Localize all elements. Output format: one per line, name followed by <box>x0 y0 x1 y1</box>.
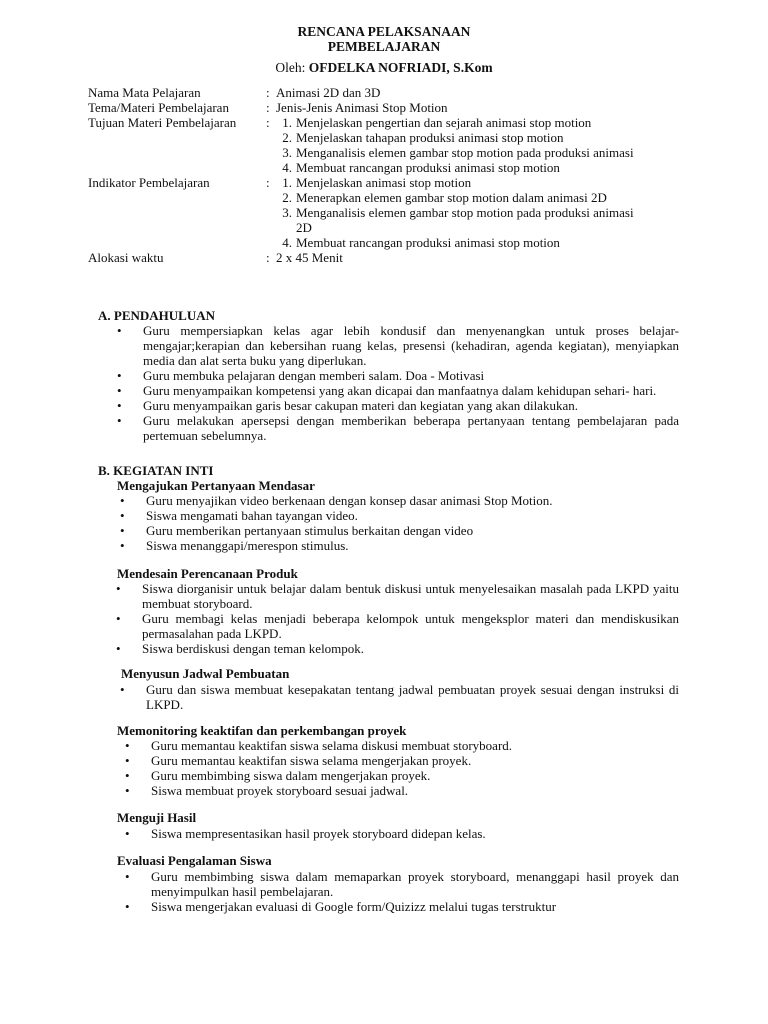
subsection-title: Menguji Hasil <box>117 810 197 825</box>
list-item: • Siswa mengerjakan evaluasi di Google form/Quizizz melalui tugas terstruktur <box>151 899 679 914</box>
list-item: • Siswa mengamati bahan tayangan video. <box>146 508 679 523</box>
goal-item: 4. Membuat rancangan produksi animasi stop motion <box>282 160 560 175</box>
doc-title-line1: RENCANA PELAKSANAAN <box>297 24 471 39</box>
goal-item: 3. Menganalisis elemen gambar stop motion pada produksi animasi <box>282 145 634 160</box>
list-item: • Siswa mempresentasikan hasil proyek storyboard didepan kelas. <box>151 826 679 841</box>
indicators-list <box>276 175 688 250</box>
indicators-label: Indikator Pembelajaran <box>88 175 210 190</box>
list-item: • Guru membimbing siswa dalam memaparkan proyek storyboard, menanggapi hasil proyek dan menyimpulkan hasil pembelajaran. <box>151 869 679 899</box>
list-item: • Siswa membuat proyek storyboard sesuai jadwal. <box>151 783 679 798</box>
section-a-heading: A. PENDAHULUAN <box>98 308 215 323</box>
subsection-list <box>142 581 679 656</box>
subsection-title: Memonitoring keaktifan dan perkembangan proyek <box>117 723 407 738</box>
section-b-heading: B. KEGIATAN INTI <box>98 463 214 478</box>
time-value: 2 x 45 Menit <box>276 250 343 265</box>
list-item: • Guru melakukan apersepsi dengan memberikan beberapa pertanyaan tentang pembelajaran pada pertemuan sebelumnya. <box>143 413 679 443</box>
time-row: Alokasi waktu : 2 x 45 Menit <box>88 250 688 265</box>
subsection-list <box>151 738 679 798</box>
indicator-item: 3. Menganalisis elemen gambar stop motion pada produksi animasi 2D <box>282 205 634 235</box>
list-item: • Guru memantau keaktifan siswa selama mengerjakan proyek. <box>151 753 679 768</box>
list-item: • Guru memberikan pertanyaan stimulus berkaitan dengan video <box>146 523 679 538</box>
time-label: Alokasi waktu <box>88 250 164 265</box>
subsection-title: Mendesain Perencanaan Produk <box>117 566 298 581</box>
subsection-title: Mengajukan Pertanyaan Mendasar <box>117 478 315 493</box>
list-item: • Siswa berdiskusi dengan teman kelompok. <box>142 641 679 656</box>
list-item: • Guru menyajikan video berkenaan dengan konsep dasar animasi Stop Motion. <box>146 493 679 508</box>
list-item: • Guru dan siswa membuat kesepakatan tentang jadwal pembuatan proyek sesuai dengan instruksi di LKPD. <box>146 682 679 712</box>
author-name: OFDELKA NOFRIADI, S.Kom <box>308 60 493 75</box>
subsection-title: Menyusun Jadwal Pembuatan <box>121 666 290 681</box>
lesson-info <box>88 85 688 265</box>
indicator-item: 1. Menjelaskan animasi stop motion <box>282 175 472 190</box>
goals-list <box>276 115 688 175</box>
list-item: • Siswa diorganisir untuk belajar dalam bentuk diskusi untuk menyelesaikan masalah pada LKPD yaitu membuat storyboard. <box>142 581 679 611</box>
list-item: • Guru menyampaikan garis besar cakupan materi dan kegiatan yang akan dilakukan. <box>143 398 679 413</box>
subsection-list <box>146 493 679 553</box>
indicator-item: 2. Menerapkan elemen gambar stop motion dalam animasi 2D <box>282 190 607 205</box>
list-item: • Guru mempersiapkan kelas agar lebih kondusif dan menyenangkan untuk proses belajar-mengajar;kerapian dan kebersihan ruang kelas, presensi (kehadiran, agenda kegiatan), menyiapkan media dan alat serta buku yang diperlukan. <box>143 323 679 368</box>
subsection-list <box>151 869 679 914</box>
topic-row: Tema/Materi Pembelajaran : Jenis-Jenis Animasi Stop Motion <box>88 100 688 115</box>
goal-item: 2. Menjelaskan tahapan produksi animasi stop motion <box>282 130 564 145</box>
topic-label: Tema/Materi Pembelajaran <box>88 100 229 115</box>
goal-item: 1. Menjelaskan pengertian dan sejarah animasi stop motion <box>282 115 592 130</box>
goals-row: Tujuan Materi Pembelajaran : 1. Menjelaskan pengertian dan sejarah animasi stop motion 2. Menjelaskan tahapan produksi animasi stop motion 3. Menganalisis elemen gambar stop motion pada produksi animasi 4. Membuat rancangan produksi animasi stop motion <box>88 115 688 175</box>
subsection-list <box>146 682 679 712</box>
subsection-list <box>151 826 679 841</box>
list-item: • Guru membimbing siswa dalam mengerjakan proyek. <box>151 768 679 783</box>
subsection-title: Evaluasi Pengalaman Siswa <box>117 853 272 868</box>
byline <box>0 60 768 75</box>
section-a-list <box>143 323 679 443</box>
doc-title-line2: PEMBELAJARAN <box>327 39 441 54</box>
list-item: • Siswa menanggapi/merespon stimulus. <box>146 538 679 553</box>
goals-label: Tujuan Materi Pembelajaran <box>88 115 237 130</box>
indicators-row: Indikator Pembelajaran : 1. Menjelaskan animasi stop motion 2. Menerapkan elemen gambar stop motion dalam animasi 2D 3. Menganalisis elemen gambar stop motion pada produksi animasi 2D 4. Membuat rancangan produksi animasi stop motion <box>88 175 688 250</box>
indicator-item: 4. Membuat rancangan produksi animasi stop motion <box>282 235 560 250</box>
list-item: • Guru menyampaikan kompetensi yang akan dicapai dan manfaatnya dalam kehidupan sehari- hari. <box>143 383 679 398</box>
subject-row: Nama Mata Pelajaran : Animasi 2D dan 3D <box>88 85 688 100</box>
byline-prefix: Oleh: <box>275 60 306 75</box>
subject-value: Animasi 2D dan 3D <box>276 85 381 100</box>
list-item: • Guru membuka pelajaran dengan memberi salam. Doa - Motivasi <box>143 368 679 383</box>
subject-label: Nama Mata Pelajaran <box>88 85 201 100</box>
list-item: • Guru membagi kelas menjadi beberapa kelompok untuk mengeksplor materi dan mendiskusikan permasalahan pada LKPD. <box>142 611 679 641</box>
list-item: • Guru memantau keaktifan siswa selama diskusi membuat storyboard. <box>151 738 679 753</box>
topic-value: Jenis-Jenis Animasi Stop Motion <box>276 100 448 115</box>
